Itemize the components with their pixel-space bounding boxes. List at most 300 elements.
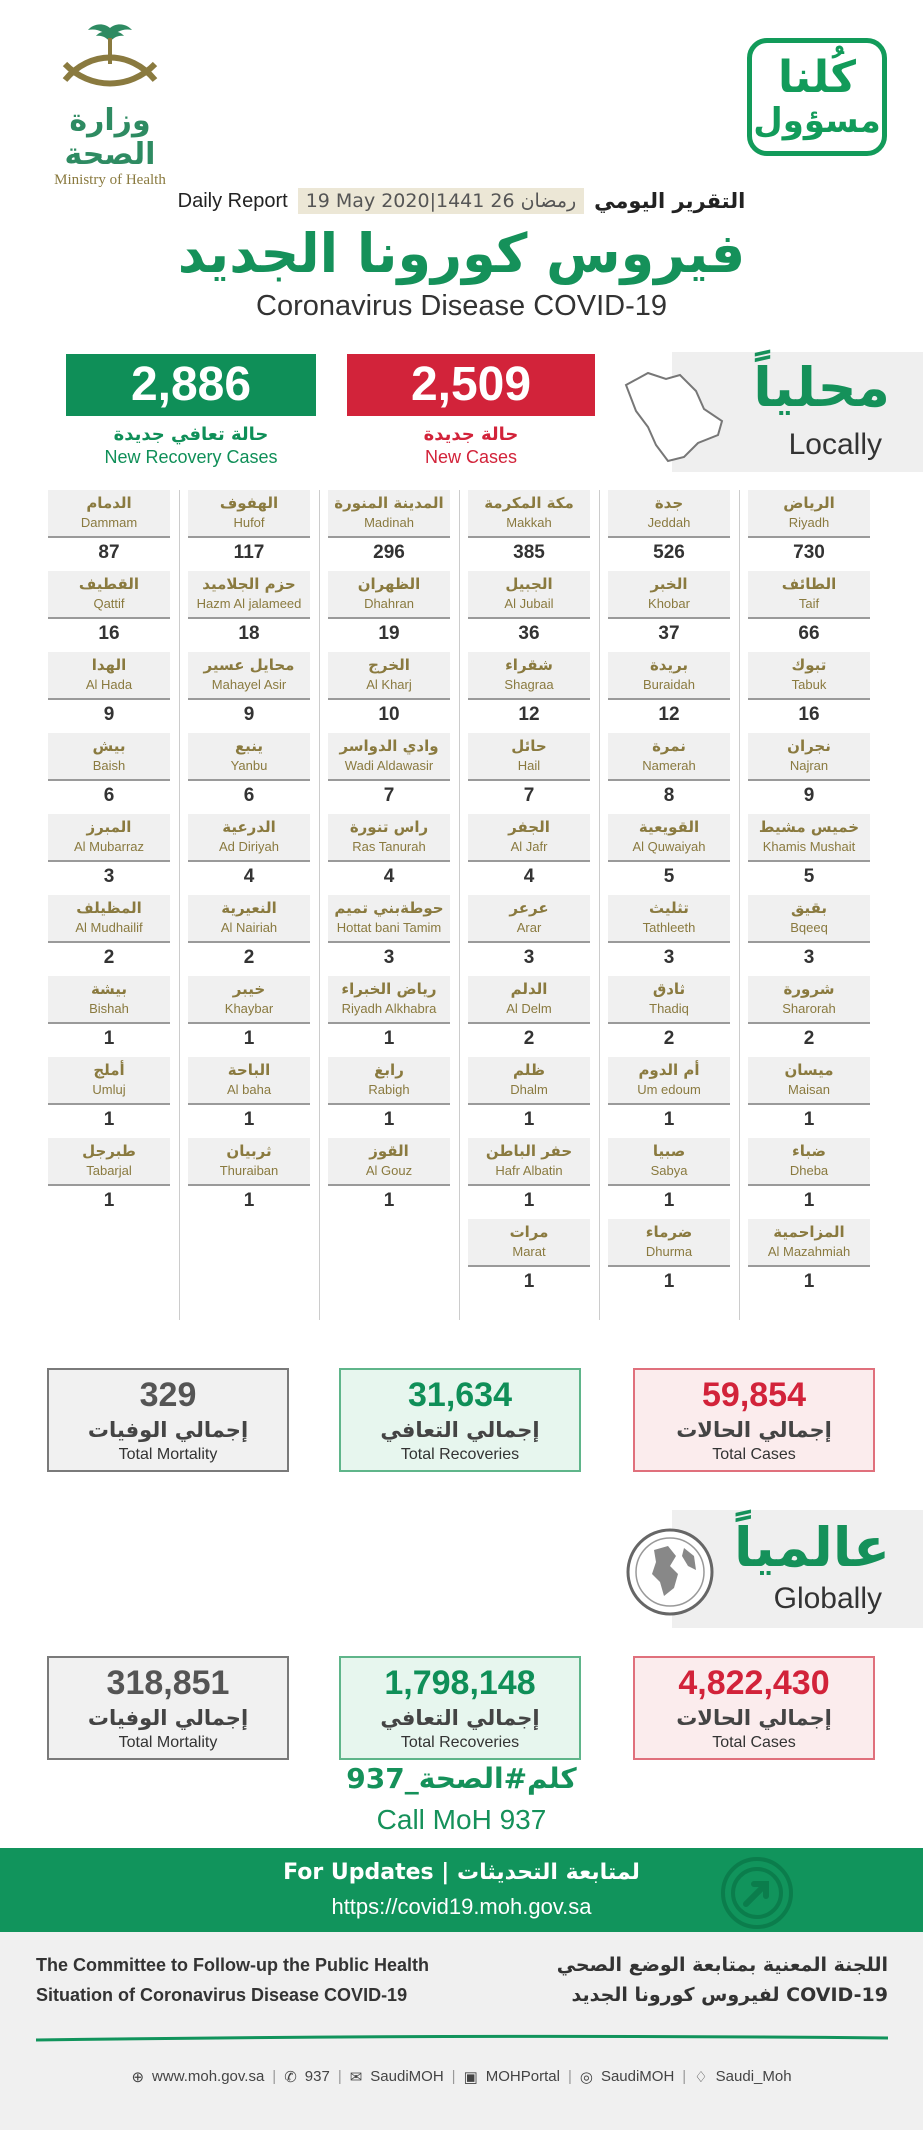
city-cell: [468, 1057, 590, 1138]
city-cell: [608, 1219, 730, 1300]
city-label: [328, 1138, 450, 1186]
global-total-mortality: [47, 1656, 289, 1760]
city-name-ar: وادي الدواسر: [339, 737, 439, 755]
city-name-ar: الدرعية: [222, 818, 276, 836]
city-name-ar: الباحة: [227, 1061, 271, 1079]
city-name-en: Wadi Aldawasir: [344, 758, 434, 773]
city-case-count: 1: [103, 1190, 115, 1211]
new-cases-value: 2,509: [347, 354, 595, 416]
city-case-count: 3: [103, 866, 115, 887]
city-column: [36, 490, 176, 1320]
updates-title: For Updates | لمتابعة التحديثات: [283, 1860, 640, 1885]
city-name-en: Sharorah: [782, 1001, 836, 1016]
city-name-ar: الجفر: [508, 818, 550, 836]
city-label: [608, 652, 730, 700]
city-name-ar: مرات: [509, 1223, 549, 1241]
city-name-en: Al Hada: [85, 677, 133, 692]
local-total-cases-value: 59,854: [702, 1376, 806, 1414]
city-cell: [748, 1138, 870, 1219]
city-case-count: 37: [658, 623, 680, 644]
city-name-en: Al Mazahmiah: [767, 1244, 851, 1259]
city-cell: [328, 571, 450, 652]
global-total-mortality-label-ar: إجمالي الوفيات: [87, 1706, 249, 1730]
city-cell: [748, 976, 870, 1057]
city-case-count: 2: [523, 1028, 535, 1049]
city-name-ar: شرورة: [783, 980, 835, 998]
city-name-ar: بيش: [92, 737, 126, 755]
city-name-en: Al Quwaiyah: [632, 839, 706, 854]
global-total-mortality-value: 318,851: [106, 1664, 230, 1702]
city-name-en: Um edoum: [637, 1082, 701, 1097]
city-label: [328, 733, 450, 781]
city-name-en: Maisan: [788, 1082, 830, 1097]
city-name-en: Bishah: [89, 1001, 129, 1016]
city-case-count: 7: [383, 785, 395, 806]
city-cell: [748, 814, 870, 895]
city-name-en: Sabya: [650, 1163, 688, 1178]
city-name-en: Arar: [516, 920, 542, 935]
new-recoveries-label-ar: حالة تعافي جديدة: [113, 424, 269, 445]
city-case-count: 1: [243, 1028, 255, 1049]
city-label: [748, 571, 870, 619]
daily-report-ar: التقرير اليومي: [594, 189, 746, 213]
city-case-count: 2: [103, 947, 115, 968]
city-name-ar: الجبيل: [505, 575, 553, 593]
city-cell: [468, 1138, 590, 1219]
city-label: [468, 733, 590, 781]
city-cell: [188, 733, 310, 814]
city-cell: [608, 571, 730, 652]
updates-url-link[interactable]: https://covid19.moh.gov.sa: [331, 1894, 592, 1919]
city-case-count: 36: [518, 623, 540, 644]
global-total-recoveries-label-ar: إجمالي التعافي: [380, 1706, 540, 1730]
city-label: [48, 1138, 170, 1186]
locally-heading-ar: محلياً: [753, 356, 890, 419]
city-label: [188, 814, 310, 862]
global-total-recoveries: [339, 1656, 581, 1760]
new-cases-label-en: New Cases: [424, 447, 518, 467]
city-name-ar: خميس مشيط: [758, 818, 860, 836]
city-name-ar: ينبع: [234, 737, 264, 755]
city-cell: [48, 814, 170, 895]
city-label: [468, 490, 590, 538]
city-label: [48, 1057, 170, 1105]
kulna-masool-logo: [747, 38, 887, 156]
city-label: [188, 652, 310, 700]
city-name-en: Khaybar: [224, 1001, 274, 1016]
global-total-mortality-label-en: Total Mortality: [118, 1734, 218, 1751]
city-case-count: 18: [238, 623, 260, 644]
city-case-count: 1: [383, 1109, 395, 1130]
city-label: [188, 571, 310, 619]
city-label: [748, 490, 870, 538]
city-case-count: 4: [383, 866, 395, 887]
city-name-ar: مكة المكرمة: [484, 494, 574, 512]
city-name-en: Mahayel Asir: [211, 677, 287, 692]
city-name-ar: الهفوف: [219, 494, 279, 512]
city-name-en: Qattif: [93, 596, 125, 611]
city-label: [48, 895, 170, 943]
global-total-cases: [633, 1656, 875, 1760]
city-label: [608, 814, 730, 862]
city-name-ar: أملج: [93, 1061, 125, 1079]
city-name-en: Ad Diriyah: [219, 839, 279, 854]
city-case-count: 1: [663, 1190, 675, 1211]
city-name-ar: الظهران: [357, 575, 421, 593]
city-label: [328, 652, 450, 700]
city-name-en: Rabigh: [368, 1082, 410, 1097]
city-name-ar: ثادق: [652, 980, 686, 998]
column-divider: [319, 490, 320, 1320]
city-label: [468, 1057, 590, 1105]
local-total-cases-label-ar: إجمالي الحالات: [676, 1418, 832, 1442]
hotline-hashtag: كلم#الصحة_937: [346, 1762, 577, 1795]
city-cell: [328, 652, 450, 733]
city-name-ar: ضباء: [792, 1142, 826, 1160]
city-name-en: Riyadh Alkhabra: [341, 1001, 437, 1016]
local-total-mortality-label-ar: إجمالي الوفيات: [87, 1418, 249, 1442]
new-cases-label-ar: حالة جديدة: [423, 424, 519, 445]
city-case-count: 7: [523, 785, 535, 806]
locally-heading-en: Locally: [788, 428, 882, 461]
snapchat-link[interactable]: Saudi_Moh: [715, 2068, 792, 2085]
city-label: [748, 733, 870, 781]
local-total-mortality-value: 329: [139, 1376, 197, 1414]
city-label: [48, 976, 170, 1024]
city-case-count: 2: [663, 1028, 675, 1049]
instagram-link[interactable]: SaudiMOH: [600, 2068, 675, 2085]
city-cell: [188, 652, 310, 733]
city-case-count: 1: [103, 1109, 115, 1130]
new-recoveries-caption: [66, 424, 316, 468]
city-cell: [468, 571, 590, 652]
city-cell: [48, 733, 170, 814]
ministry-name-ar: وزارة الصحة: [64, 103, 156, 172]
city-name-ar: راس تنورة: [349, 818, 429, 836]
city-case-count: 2: [803, 1028, 815, 1049]
city-case-count: 19: [378, 623, 400, 644]
city-case-count: 1: [663, 1109, 675, 1130]
city-name-ar: أم الدوم: [638, 1061, 700, 1079]
city-label: [328, 895, 450, 943]
city-name-en: Marat: [512, 1244, 546, 1259]
page-title-ar: فيروس كورونا الجديد: [177, 222, 746, 285]
city-name-ar: المظيلف: [76, 899, 142, 917]
phone-link[interactable]: 937: [304, 2068, 330, 2085]
city-label: [608, 1219, 730, 1267]
city-case-count: 9: [243, 704, 255, 725]
city-name-en: Al baha: [226, 1082, 272, 1097]
city-case-count: 526: [653, 542, 685, 563]
city-cell: [748, 490, 870, 571]
city-name-en: Hottat bani Tamim: [336, 920, 442, 935]
city-column: [316, 490, 456, 1320]
city-case-count: 12: [518, 704, 540, 725]
city-name-ar: الدلم: [510, 980, 548, 998]
city-name-en: Al Nairiah: [220, 920, 278, 935]
city-name-en: Makkah: [506, 515, 552, 530]
city-case-count: 1: [803, 1109, 815, 1130]
city-name-en: Taif: [798, 596, 820, 611]
city-label: [48, 814, 170, 862]
city-label: [328, 814, 450, 862]
city-column: [176, 490, 316, 1320]
city-label: [328, 490, 450, 538]
city-cell: [468, 1219, 590, 1300]
city-name-ar: بيشة: [90, 980, 128, 998]
city-name-ar: المزاحمية: [773, 1223, 845, 1241]
city-name-en: Dhahran: [364, 596, 414, 611]
city-cell: [748, 652, 870, 733]
city-case-count: 5: [663, 866, 675, 887]
city-cell: [608, 733, 730, 814]
report-line: [0, 188, 923, 214]
city-name-en: Hafr Albatin: [495, 1163, 563, 1178]
city-name-ar: رياض الخبراء: [341, 980, 437, 998]
city-case-count: 117: [233, 542, 265, 563]
city-cell: [748, 895, 870, 976]
global-total-cases-label-en: Total Cases: [712, 1734, 796, 1751]
city-cell: [188, 814, 310, 895]
city-name-ar: الخبر: [650, 575, 688, 593]
city-cell: [748, 1219, 870, 1300]
city-name-ar: حزم الجلاميد: [202, 575, 296, 593]
city-column: [736, 490, 876, 1320]
city-label: [188, 1057, 310, 1105]
city-label: [608, 571, 730, 619]
city-name-en: Al Jubail: [504, 596, 554, 611]
updates-banner: [0, 1848, 923, 1932]
global-total-cases-label-ar: إجمالي الحالات: [676, 1706, 832, 1730]
website-link[interactable]: www.moh.gov.sa: [152, 2068, 265, 2085]
city-case-count: 6: [103, 785, 115, 806]
city-case-count: 10: [378, 704, 400, 725]
city-name-en: Bqeeq: [790, 920, 828, 935]
column-divider: [739, 490, 740, 1320]
saudi-map-icon: [618, 365, 730, 465]
city-name-ar: عرعر: [509, 899, 549, 917]
city-name-en: Al Mubarraz: [73, 839, 145, 854]
city-case-count: 3: [383, 947, 395, 968]
moh-logo: [20, 20, 200, 188]
city-case-count: 730: [793, 542, 825, 563]
city-name-ar: ميسان: [784, 1061, 834, 1079]
campaign-line-2: مسؤول: [753, 101, 881, 141]
city-label: [748, 1219, 870, 1267]
city-name-en: Dhalm: [510, 1082, 548, 1097]
city-name-ar: الطائف: [781, 575, 837, 593]
city-case-count: 296: [373, 542, 405, 563]
city-case-count: 66: [798, 623, 820, 644]
city-name-en: Tabarjal: [86, 1163, 132, 1178]
city-case-count: 1: [663, 1271, 675, 1292]
city-label: [608, 976, 730, 1024]
city-name-en: Tathleeth: [642, 920, 696, 935]
city-cell: [608, 1057, 730, 1138]
city-name-en: Tabuk: [791, 677, 827, 692]
city-name-ar: صبيا: [652, 1142, 686, 1160]
city-column: [596, 490, 736, 1320]
city-name-en: Dhurma: [645, 1244, 693, 1259]
city-cell: [328, 895, 450, 976]
city-label: [748, 1057, 870, 1105]
city-name-ar: الهدا: [91, 656, 127, 674]
city-label: [48, 490, 170, 538]
city-name-en: Yanbu: [230, 758, 268, 773]
committee-en-line-1: The Committee to Follow-up the Public Health: [36, 1955, 430, 1975]
city-cell: [188, 1138, 310, 1219]
city-cell: [748, 571, 870, 652]
city-case-count: 1: [803, 1271, 815, 1292]
city-name-en: Al Kharj: [366, 677, 412, 692]
city-name-en: Hail: [517, 758, 541, 773]
twitter-icon: ✉: [349, 2069, 363, 2086]
city-name-ar: رابغ: [374, 1061, 404, 1079]
city-case-count: 9: [803, 785, 815, 806]
city-name-ar: ظلم: [512, 1061, 545, 1079]
palm-swords-emblem-icon: [55, 20, 165, 100]
committee-text-en: [36, 1950, 466, 2010]
local-total-mortality: [47, 1368, 289, 1472]
city-name-ar: ثربيان: [226, 1142, 272, 1160]
column-divider: [459, 490, 460, 1320]
city-case-count: 6: [243, 785, 255, 806]
city-name-en: Thuraiban: [219, 1163, 279, 1178]
city-name-ar: حائل: [511, 737, 547, 755]
city-name-en: Al Gouz: [365, 1163, 413, 1178]
city-case-count: 1: [803, 1190, 815, 1211]
city-cell: [608, 895, 730, 976]
city-name-ar: نجران: [787, 737, 831, 755]
city-label: [328, 571, 450, 619]
globe-icon: [624, 1526, 716, 1618]
city-name-ar: القطيف: [78, 575, 140, 593]
city-label: [188, 895, 310, 943]
city-name-ar: بريدة: [649, 656, 689, 674]
city-label: [608, 1138, 730, 1186]
city-case-count: 1: [383, 1028, 395, 1049]
city-name-ar: المبرز: [86, 818, 132, 836]
city-label: [748, 652, 870, 700]
city-cell: [328, 814, 450, 895]
committee-en-line-2: Situation of Coronavirus Disease COVID-19: [36, 1985, 408, 2005]
city-cell: [48, 571, 170, 652]
city-name-ar: حفر الباطن: [485, 1142, 573, 1160]
city-label: [468, 571, 590, 619]
city-name-ar: القويعية: [638, 818, 700, 836]
twitter-link[interactable]: SaudiMOH: [370, 2068, 444, 2085]
city-name-ar: محايل عسير: [203, 656, 295, 674]
local-total-recoveries-value: 31,634: [408, 1376, 512, 1414]
city-label: [188, 1138, 310, 1186]
city-label: [188, 733, 310, 781]
report-date: 19 May 2020|1441 26 رمضان: [298, 188, 584, 214]
city-cell: [48, 1138, 170, 1219]
city-name-en: Madinah: [364, 515, 414, 530]
cities-grid: [36, 490, 872, 1320]
city-name-ar: الدمام: [86, 494, 132, 512]
city-label: [48, 571, 170, 619]
city-case-count: 385: [513, 542, 545, 563]
city-name-en: Dammam: [80, 515, 138, 530]
portal-link[interactable]: MOHPortal: [485, 2068, 560, 2085]
city-cell: [48, 652, 170, 733]
city-case-count: 1: [103, 1028, 115, 1049]
city-case-count: 87: [98, 542, 120, 563]
global-total-recoveries-label-en: Total Recoveries: [400, 1734, 520, 1751]
local-total-cases: [633, 1368, 875, 1472]
call-moh-link[interactable]: Call MoH 937: [376, 1804, 547, 1835]
city-case-count: 3: [523, 947, 535, 968]
city-cell: [328, 490, 450, 571]
city-name-ar: الرياض: [783, 494, 835, 512]
city-label: [748, 814, 870, 862]
daily-report-en: Daily Report: [177, 189, 288, 212]
city-cell: [468, 895, 590, 976]
committee-text-ar: [470, 1950, 888, 2010]
city-name-en: Thadiq: [649, 1001, 689, 1016]
city-name-ar: نمرة: [652, 737, 686, 755]
city-name-en: Hufof: [233, 515, 265, 530]
city-name-en: Al Delm: [506, 1001, 552, 1016]
city-name-en: Al Jafr: [510, 839, 548, 854]
city-label: [468, 1138, 590, 1186]
city-name-ar: تبوك: [791, 656, 827, 674]
ministry-name-en: Ministry of Health: [54, 172, 166, 188]
city-cell: [468, 490, 590, 571]
campaign-line-1: كُلنا: [777, 52, 857, 103]
web-icon: ⊕: [131, 2069, 145, 2086]
city-case-count: 1: [383, 1190, 395, 1211]
city-case-count: 1: [523, 1271, 535, 1292]
city-cell: [748, 1057, 870, 1138]
city-name-en: Khamis Mushait: [762, 839, 856, 854]
city-cell: [608, 652, 730, 733]
city-cell: [48, 490, 170, 571]
city-cell: [188, 1057, 310, 1138]
city-cell: [468, 976, 590, 1057]
global-total-recoveries-value: 1,798,148: [384, 1664, 536, 1702]
city-name-ar: تثليث: [649, 899, 689, 917]
city-name-ar: شقراء: [505, 656, 553, 674]
city-cell: [608, 814, 730, 895]
local-total-recoveries-label-en: Total Recoveries: [400, 1446, 520, 1463]
city-label: [328, 1057, 450, 1105]
city-name-en: Ras Tanurah: [352, 839, 426, 854]
local-total-recoveries-label-ar: إجمالي التعافي: [380, 1418, 540, 1442]
city-label: [468, 976, 590, 1024]
city-name-en: Khobar: [648, 596, 690, 611]
city-case-count: 3: [663, 947, 675, 968]
city-column: [456, 490, 596, 1320]
city-label: [608, 490, 730, 538]
city-label: [48, 652, 170, 700]
city-label: [748, 895, 870, 943]
city-case-count: 1: [523, 1109, 535, 1130]
city-case-count: 12: [658, 704, 680, 725]
local-total-cases-label-en: Total Cases: [712, 1446, 796, 1463]
new-recoveries-value: 2,886: [66, 354, 316, 416]
city-name-en: Umluj: [92, 1082, 126, 1097]
city-cell: [608, 976, 730, 1057]
column-divider: [179, 490, 180, 1320]
page-title-en: Coronavirus Disease COVID-19: [256, 290, 667, 322]
column-divider: [599, 490, 600, 1320]
footer-divider: [36, 2034, 888, 2044]
globally-heading-ar: عالمياً: [734, 1516, 890, 1579]
city-cell: [468, 814, 590, 895]
city-name-en: Jeddah: [647, 515, 691, 530]
